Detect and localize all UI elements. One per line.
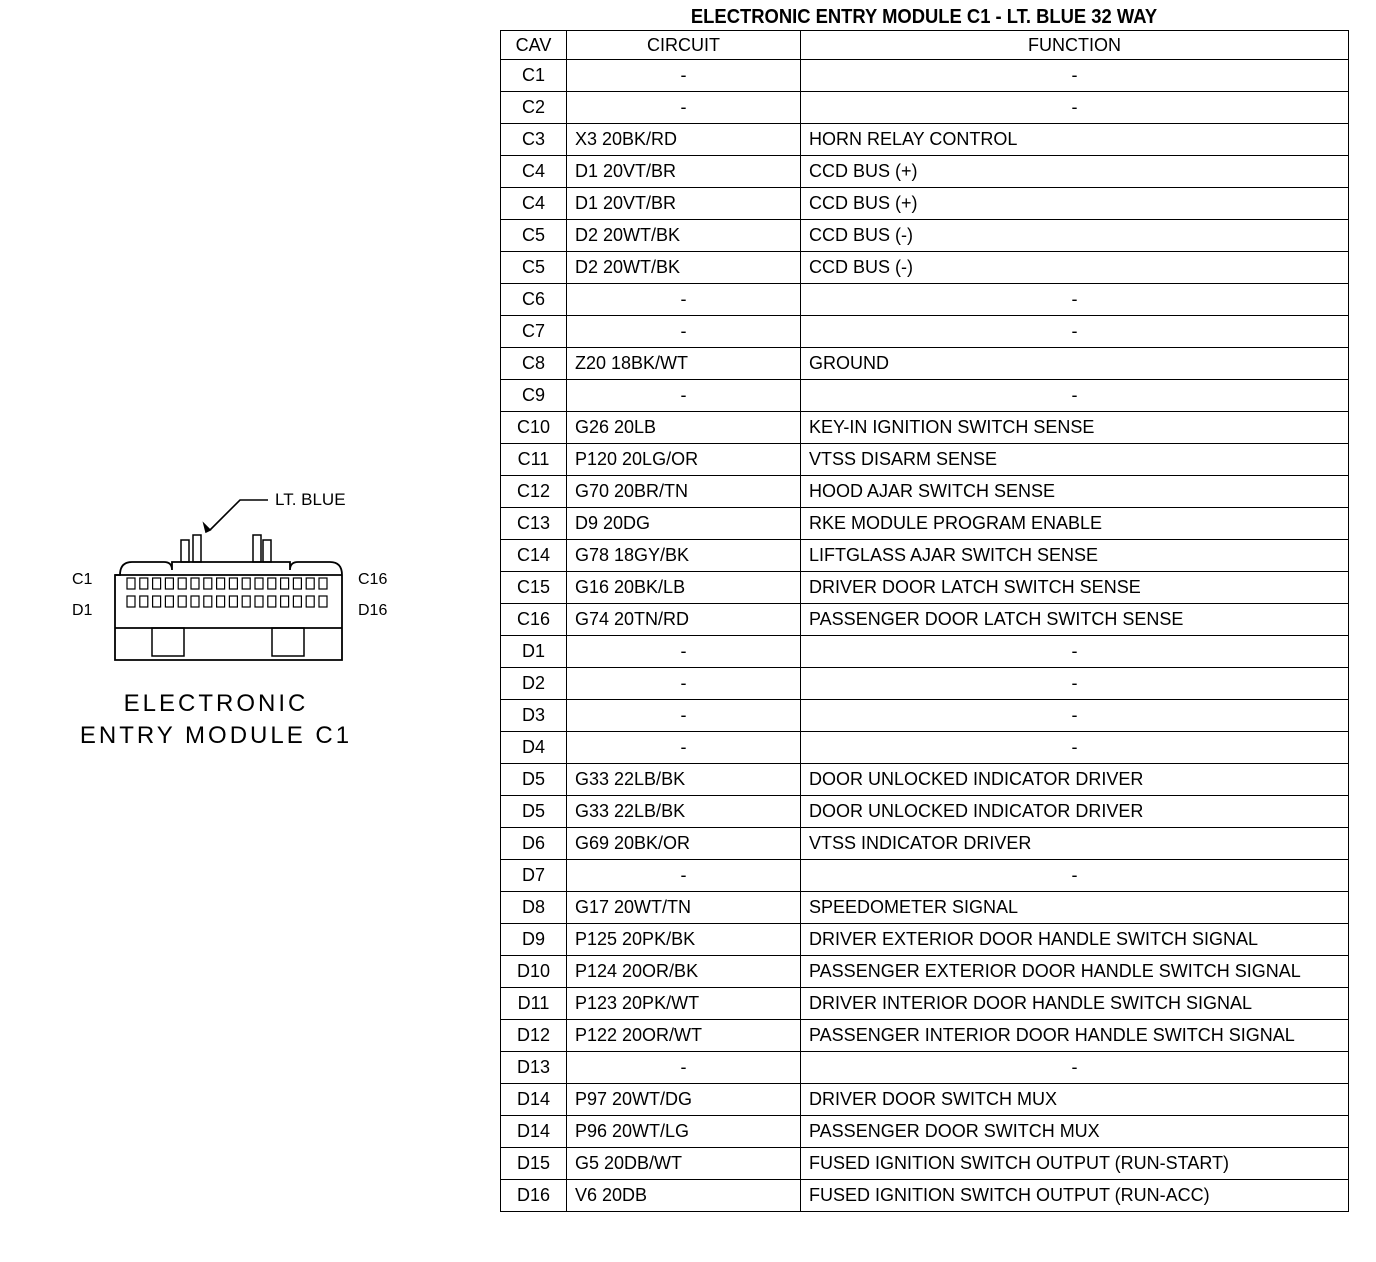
cav-cell: C15 bbox=[501, 572, 567, 604]
table-row bbox=[501, 316, 1349, 348]
cav-cell: D8 bbox=[501, 892, 567, 924]
circuit-cell: G69 20BK/OR bbox=[567, 828, 801, 860]
pin-cavity-c15 bbox=[306, 578, 314, 589]
circuit-cell: D2 20WT/BK bbox=[567, 252, 801, 284]
table-row bbox=[501, 668, 1349, 700]
table-row bbox=[501, 156, 1349, 188]
table-row bbox=[501, 1148, 1349, 1180]
table-row bbox=[501, 796, 1349, 828]
pin-row-d bbox=[127, 596, 327, 607]
table-row bbox=[501, 956, 1349, 988]
circuit-cell: D2 20WT/BK bbox=[567, 220, 801, 252]
table-row bbox=[501, 1084, 1349, 1116]
table-title: ELECTRONIC ENTRY MODULE C1 - LT. BLUE 32 WAY bbox=[690, 6, 1158, 28]
pin-cavity-c4 bbox=[165, 578, 173, 589]
pin-cavity-d6 bbox=[191, 596, 199, 607]
table-row bbox=[501, 604, 1349, 636]
function-cell: - bbox=[801, 732, 1349, 764]
circuit-cell: G26 20LB bbox=[567, 412, 801, 444]
cav-cell: D2 bbox=[501, 668, 567, 700]
cav-cell: D7 bbox=[501, 860, 567, 892]
function-cell: - bbox=[801, 636, 1349, 668]
cav-cell: D5 bbox=[501, 764, 567, 796]
circuit-cell: X3 20BK/RD bbox=[567, 124, 801, 156]
connector-feet bbox=[152, 628, 304, 656]
function-cell: - bbox=[801, 316, 1349, 348]
table-row bbox=[501, 1052, 1349, 1084]
circuit-cell: G33 22LB/BK bbox=[567, 764, 801, 796]
pin-cavity-c10 bbox=[242, 578, 250, 589]
table-row bbox=[501, 636, 1349, 668]
function-cell: CCD BUS (+) bbox=[801, 156, 1349, 188]
circuit-cell: - bbox=[567, 60, 801, 92]
pin-cavity-c3 bbox=[153, 578, 161, 589]
function-cell: DRIVER INTERIOR DOOR HANDLE SWITCH SIGNAL bbox=[801, 988, 1349, 1020]
table-row bbox=[501, 540, 1349, 572]
table-row bbox=[501, 188, 1349, 220]
circuit-cell: P120 20LG/OR bbox=[567, 444, 801, 476]
function-cell: LIFTGLASS AJAR SWITCH SENSE bbox=[801, 540, 1349, 572]
circuit-cell: G33 22LB/BK bbox=[567, 796, 801, 828]
table-row bbox=[501, 764, 1349, 796]
cav-cell: C4 bbox=[501, 156, 567, 188]
circuit-cell: G78 18GY/BK bbox=[567, 540, 801, 572]
latch-tabs bbox=[181, 535, 271, 562]
function-cell: - bbox=[801, 60, 1349, 92]
pin-label-d1: D1 bbox=[72, 602, 93, 619]
function-cell: HOOD AJAR SWITCH SENSE bbox=[801, 476, 1349, 508]
table-row bbox=[501, 1020, 1349, 1052]
pin-cavity-d2 bbox=[140, 596, 148, 607]
pin-cavity-d10 bbox=[242, 596, 250, 607]
circuit-cell: - bbox=[567, 668, 801, 700]
circuit-cell: D1 20VT/BR bbox=[567, 188, 801, 220]
circuit-cell: P125 20PK/BK bbox=[567, 924, 801, 956]
function-cell: PASSENGER DOOR LATCH SWITCH SENSE bbox=[801, 604, 1349, 636]
circuit-cell: - bbox=[567, 1052, 801, 1084]
table-row bbox=[501, 252, 1349, 284]
function-cell: - bbox=[801, 284, 1349, 316]
pin-cavity-c16 bbox=[319, 578, 327, 589]
circuit-cell: - bbox=[567, 92, 801, 124]
function-cell: DRIVER EXTERIOR DOOR HANDLE SWITCH SIGNAL bbox=[801, 924, 1349, 956]
cav-cell: C8 bbox=[501, 348, 567, 380]
table-row bbox=[501, 988, 1349, 1020]
connector-caption-line-2: ENTRY MODULE C1 bbox=[79, 722, 353, 749]
circuit-cell: - bbox=[567, 732, 801, 764]
circuit-cell: D1 20VT/BR bbox=[567, 156, 801, 188]
pin-cavity-d15 bbox=[306, 596, 314, 607]
pinout-table bbox=[500, 30, 1349, 1212]
cav-cell: C14 bbox=[501, 540, 567, 572]
circuit-cell: G70 20BR/TN bbox=[567, 476, 801, 508]
cav-cell: C13 bbox=[501, 508, 567, 540]
function-cell: - bbox=[801, 860, 1349, 892]
function-header: FUNCTION bbox=[801, 31, 1349, 60]
circuit-cell: - bbox=[567, 284, 801, 316]
connector-caption-line-1: ELECTRONIC bbox=[123, 690, 309, 717]
pin-cavity-c5 bbox=[178, 578, 186, 589]
cav-cell: D4 bbox=[501, 732, 567, 764]
table-row bbox=[501, 828, 1349, 860]
cav-cell: C6 bbox=[501, 284, 567, 316]
table-row bbox=[501, 444, 1349, 476]
cav-cell: C1 bbox=[501, 60, 567, 92]
cav-cell: D6 bbox=[501, 828, 567, 860]
function-cell: SPEEDOMETER SIGNAL bbox=[801, 892, 1349, 924]
table-row bbox=[501, 700, 1349, 732]
table-row bbox=[501, 508, 1349, 540]
function-cell: CCD BUS (-) bbox=[801, 220, 1349, 252]
pin-cavity-d1 bbox=[127, 596, 135, 607]
function-cell: DOOR UNLOCKED INDICATOR DRIVER bbox=[801, 764, 1349, 796]
pin-cavity-c7 bbox=[204, 578, 212, 589]
table-row bbox=[501, 60, 1349, 92]
cav-cell: D9 bbox=[501, 924, 567, 956]
circuit-cell: - bbox=[567, 380, 801, 412]
pin-cavity-d4 bbox=[165, 596, 173, 607]
pin-cavity-d13 bbox=[281, 596, 289, 607]
pin-label-c1: C1 bbox=[72, 571, 93, 588]
cav-cell: D10 bbox=[501, 956, 567, 988]
table-header-row bbox=[501, 31, 1349, 60]
cav-cell: D15 bbox=[501, 1148, 567, 1180]
circuit-cell: D9 20DG bbox=[567, 508, 801, 540]
table-row bbox=[501, 1116, 1349, 1148]
cav-cell: C2 bbox=[501, 92, 567, 124]
cav-cell: C9 bbox=[501, 380, 567, 412]
pin-cavity-d14 bbox=[293, 596, 301, 607]
circuit-cell: Z20 18BK/WT bbox=[567, 348, 801, 380]
function-cell: CCD BUS (-) bbox=[801, 252, 1349, 284]
circuit-cell: G17 20WT/TN bbox=[567, 892, 801, 924]
table-row bbox=[501, 348, 1349, 380]
function-cell: CCD BUS (+) bbox=[801, 188, 1349, 220]
pin-cavity-d3 bbox=[153, 596, 161, 607]
circuit-cell: - bbox=[567, 860, 801, 892]
cav-cell: D5 bbox=[501, 796, 567, 828]
function-cell: FUSED IGNITION SWITCH OUTPUT (RUN-START) bbox=[801, 1148, 1349, 1180]
function-cell: VTSS INDICATOR DRIVER bbox=[801, 828, 1349, 860]
connector-body bbox=[115, 562, 342, 660]
cav-cell: C4 bbox=[501, 188, 567, 220]
pin-cavity-c6 bbox=[191, 578, 199, 589]
circuit-cell: - bbox=[567, 316, 801, 348]
pin-cavity-d8 bbox=[217, 596, 225, 607]
table-row bbox=[501, 572, 1349, 604]
cav-cell: C10 bbox=[501, 412, 567, 444]
function-cell: KEY-IN IGNITION SWITCH SENSE bbox=[801, 412, 1349, 444]
connector-diagram bbox=[60, 480, 420, 680]
circuit-cell: - bbox=[567, 636, 801, 668]
pin-cavity-d11 bbox=[255, 596, 263, 607]
cav-cell: D11 bbox=[501, 988, 567, 1020]
function-cell: DOOR UNLOCKED INDICATOR DRIVER bbox=[801, 796, 1349, 828]
cav-cell: C7 bbox=[501, 316, 567, 348]
cav-cell: C16 bbox=[501, 604, 567, 636]
pin-row-c bbox=[127, 578, 327, 589]
pin-cavity-c8 bbox=[217, 578, 225, 589]
table-row bbox=[501, 924, 1349, 956]
table-row bbox=[501, 412, 1349, 444]
circuit-cell: - bbox=[567, 700, 801, 732]
pin-cavity-d5 bbox=[178, 596, 186, 607]
function-cell: PASSENGER DOOR SWITCH MUX bbox=[801, 1116, 1349, 1148]
function-cell: HORN RELAY CONTROL bbox=[801, 124, 1349, 156]
pin-cavity-c9 bbox=[229, 578, 237, 589]
cav-cell: D12 bbox=[501, 1020, 567, 1052]
cav-cell: C12 bbox=[501, 476, 567, 508]
pin-cavity-c14 bbox=[293, 578, 301, 589]
circuit-cell: P97 20WT/DG bbox=[567, 1084, 801, 1116]
table-row bbox=[501, 732, 1349, 764]
circuit-cell: P96 20WT/LG bbox=[567, 1116, 801, 1148]
color-callout-label: LT. BLUE bbox=[275, 490, 346, 509]
circuit-cell: G74 20TN/RD bbox=[567, 604, 801, 636]
function-cell: - bbox=[801, 92, 1349, 124]
pin-cavity-c12 bbox=[268, 578, 276, 589]
cav-cell: D14 bbox=[501, 1084, 567, 1116]
function-cell: GROUND bbox=[801, 348, 1349, 380]
circuit-cell: P122 20OR/WT bbox=[567, 1020, 801, 1052]
table-row bbox=[501, 284, 1349, 316]
function-cell: PASSENGER INTERIOR DOOR HANDLE SWITCH SIGNAL bbox=[801, 1020, 1349, 1052]
pin-cavity-c11 bbox=[255, 578, 263, 589]
circuit-cell: V6 20DB bbox=[567, 1180, 801, 1212]
cav-cell: D3 bbox=[501, 700, 567, 732]
circuit-cell: G5 20DB/WT bbox=[567, 1148, 801, 1180]
circuit-cell: G16 20BK/LB bbox=[567, 572, 801, 604]
function-cell: VTSS DISARM SENSE bbox=[801, 444, 1349, 476]
circuit-header: CIRCUIT bbox=[567, 31, 801, 60]
cav-cell: C11 bbox=[501, 444, 567, 476]
function-cell: - bbox=[801, 380, 1349, 412]
callout-leader-icon bbox=[204, 500, 268, 532]
cav-cell: C5 bbox=[501, 252, 567, 284]
table-row bbox=[501, 380, 1349, 412]
pin-cavity-d12 bbox=[268, 596, 276, 607]
pin-cavity-d16 bbox=[319, 596, 327, 607]
table-row bbox=[501, 92, 1349, 124]
pin-label-c16: C16 bbox=[358, 571, 388, 588]
circuit-cell: P124 20OR/BK bbox=[567, 956, 801, 988]
function-cell: PASSENGER EXTERIOR DOOR HANDLE SWITCH SIGNAL bbox=[801, 956, 1349, 988]
function-cell: DRIVER DOOR LATCH SWITCH SENSE bbox=[801, 572, 1349, 604]
cav-cell: D16 bbox=[501, 1180, 567, 1212]
table-row bbox=[501, 476, 1349, 508]
cav-cell: D14 bbox=[501, 1116, 567, 1148]
table-row bbox=[501, 892, 1349, 924]
function-cell: - bbox=[801, 668, 1349, 700]
table-row bbox=[501, 1180, 1349, 1212]
cav-cell: D1 bbox=[501, 636, 567, 668]
table-row bbox=[501, 860, 1349, 892]
function-cell: DRIVER DOOR SWITCH MUX bbox=[801, 1084, 1349, 1116]
pin-cavity-d9 bbox=[229, 596, 237, 607]
table-row bbox=[501, 124, 1349, 156]
pin-cavity-c2 bbox=[140, 578, 148, 589]
pin-cavity-d7 bbox=[204, 596, 212, 607]
cav-cell: D13 bbox=[501, 1052, 567, 1084]
pin-label-d16: D16 bbox=[358, 602, 388, 619]
cav-header: CAV bbox=[501, 31, 567, 60]
pinout-table-body bbox=[501, 60, 1349, 1212]
function-cell: FUSED IGNITION SWITCH OUTPUT (RUN-ACC) bbox=[801, 1180, 1349, 1212]
cav-cell: C3 bbox=[501, 124, 567, 156]
table-row bbox=[501, 220, 1349, 252]
pin-cavity-c13 bbox=[281, 578, 289, 589]
pin-cavity-c1 bbox=[127, 578, 135, 589]
function-cell: - bbox=[801, 1052, 1349, 1084]
cav-cell: C5 bbox=[501, 220, 567, 252]
circuit-cell: P123 20PK/WT bbox=[567, 988, 801, 1020]
function-cell: RKE MODULE PROGRAM ENABLE bbox=[801, 508, 1349, 540]
function-cell: - bbox=[801, 700, 1349, 732]
